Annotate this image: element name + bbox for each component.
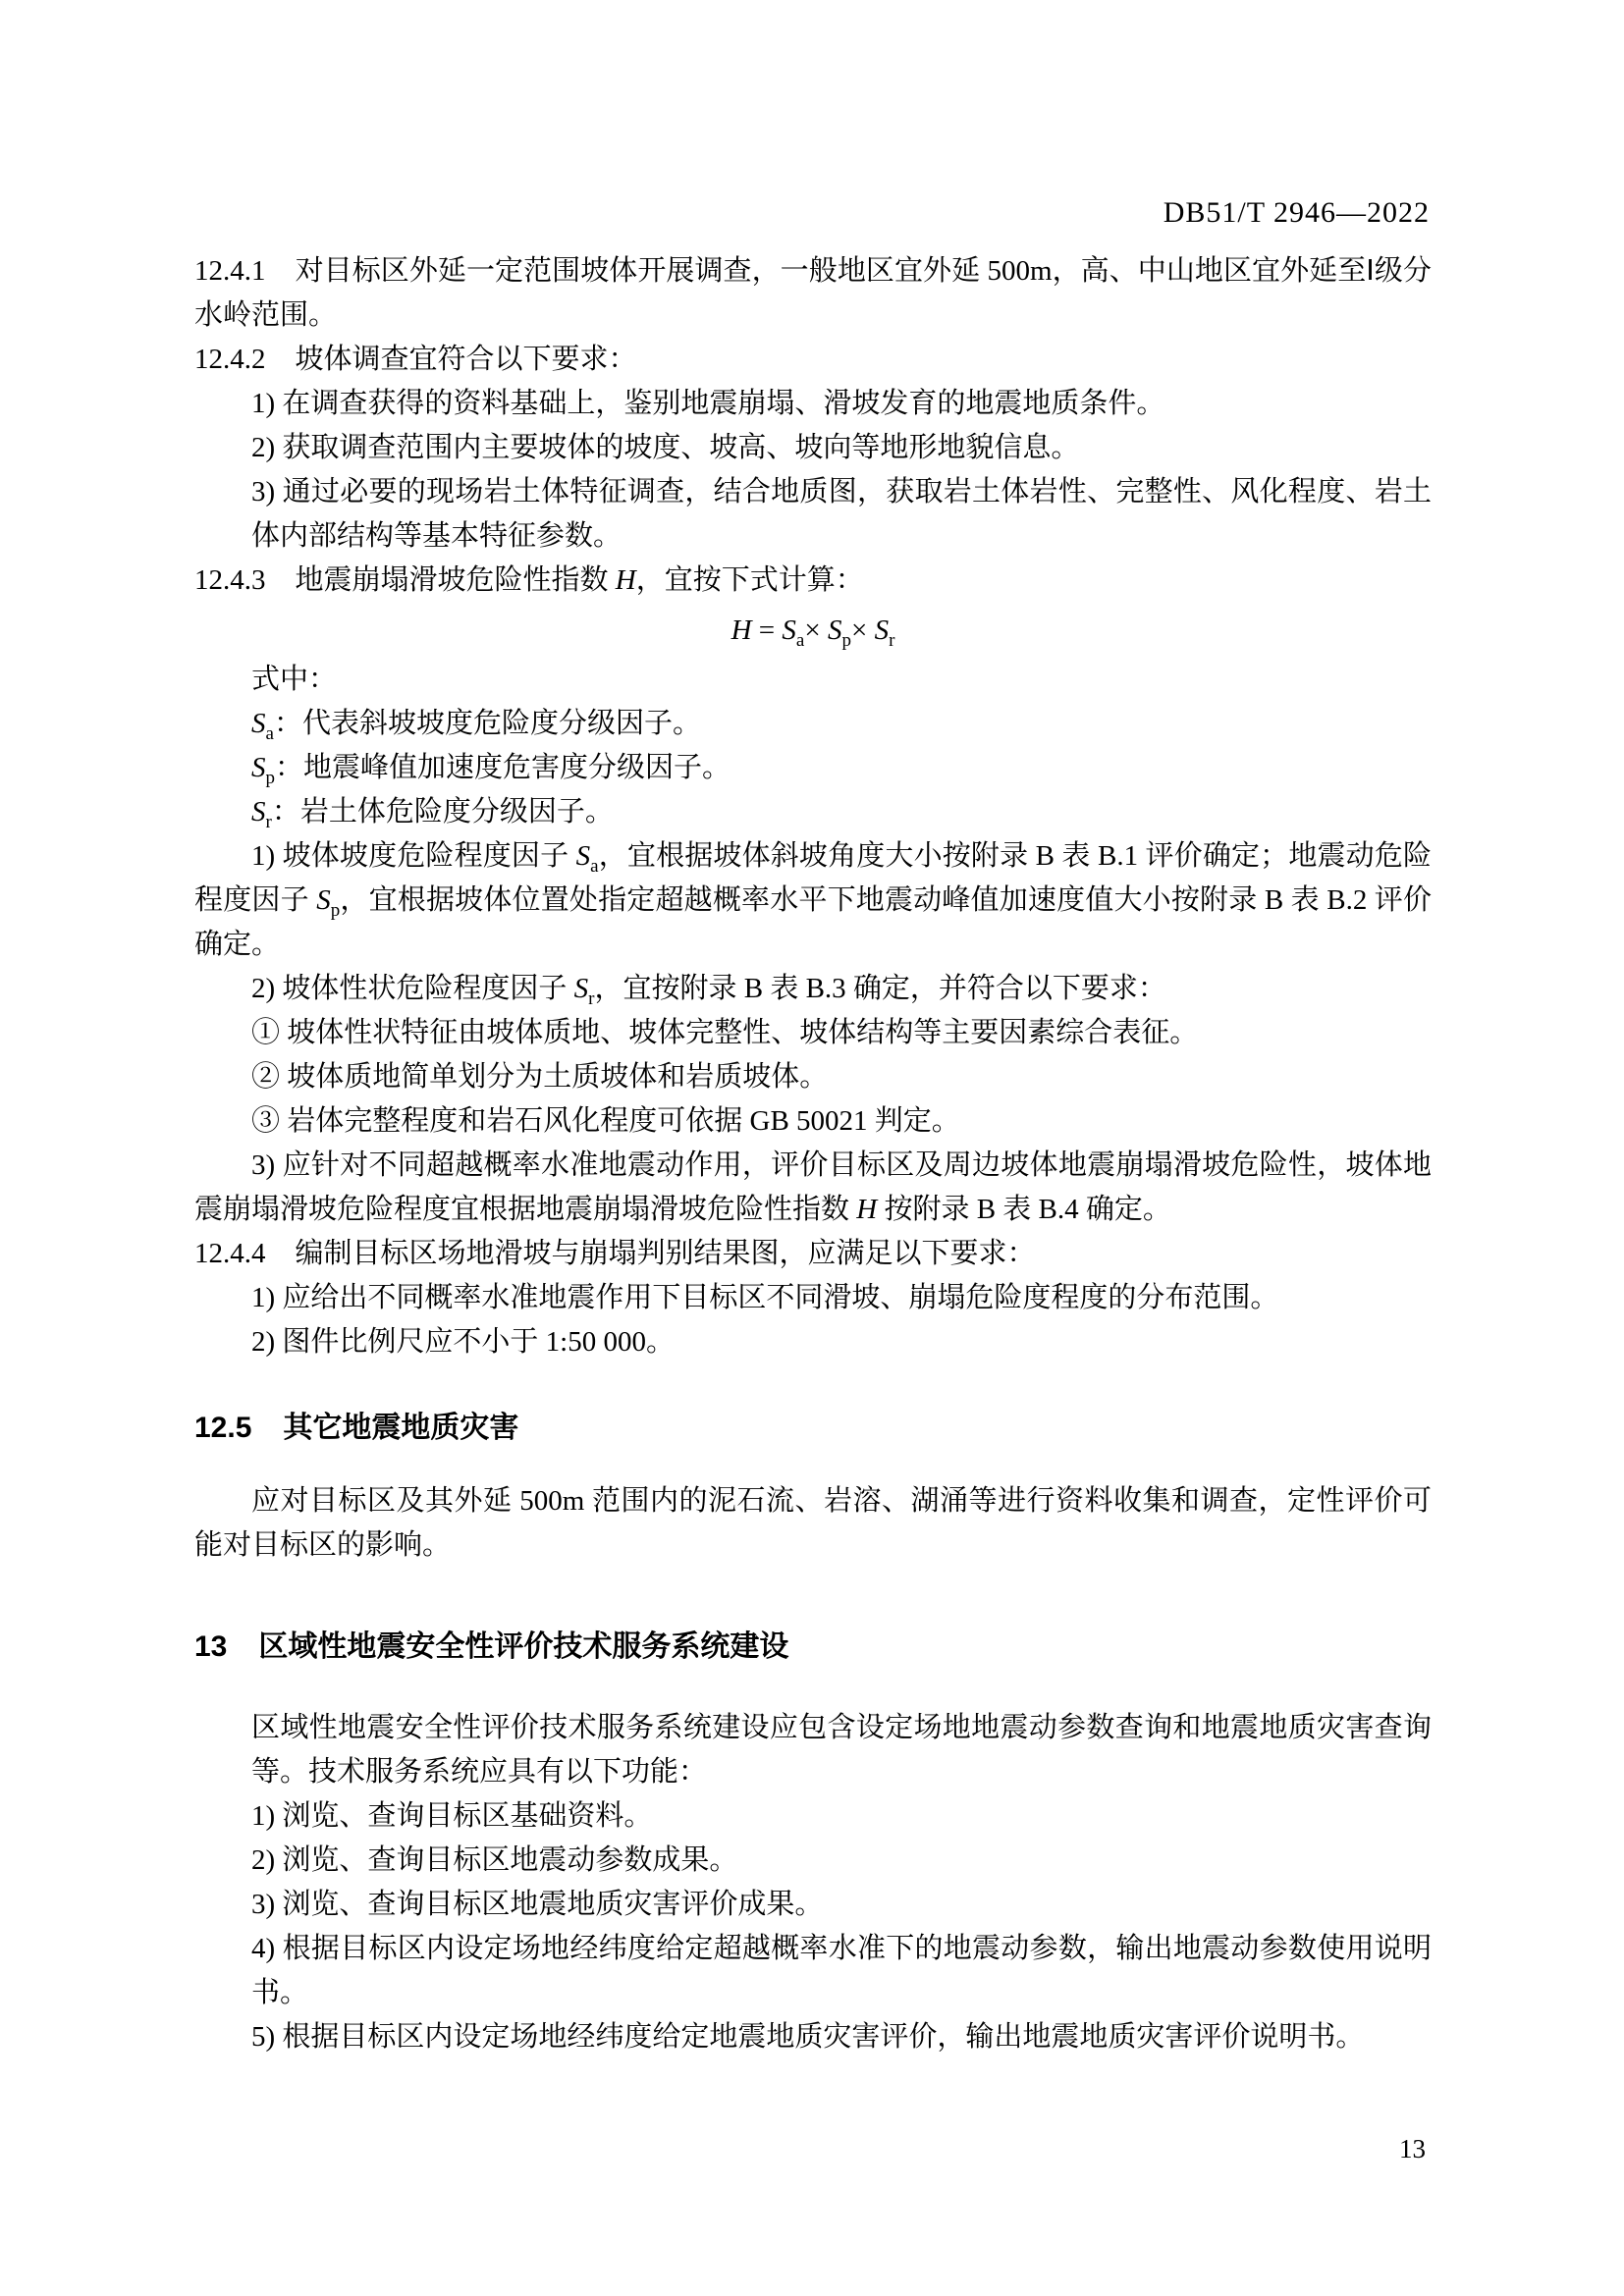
section-title: 区域性地震安全性评价技术服务系统建设 bbox=[258, 1630, 789, 1663]
math-subscript: a bbox=[795, 629, 805, 651]
doc-number: DB51/T 2946—2022 bbox=[1163, 196, 1430, 229]
formula bbox=[194, 605, 1432, 656]
math-subscript: r bbox=[265, 811, 272, 832]
clause-number: 12.4.2 bbox=[194, 344, 266, 375]
list-item: ① 坡体性状特征由坡体质地、坡体完整性、坡体结构等主要因素综合表征。 bbox=[251, 1017, 1199, 1048]
list-item-text: ，宜按附录 B 表 B.3 确定，并符合以下要求： bbox=[594, 973, 1166, 1004]
math-subscript: a bbox=[590, 855, 599, 877]
list-item: 2) 获取调查范围内主要坡体的坡度、坡高、坡向等地形地貌信息。 bbox=[251, 432, 1080, 463]
clause-text: 地震崩塌滑坡危险性指数 bbox=[295, 564, 616, 596]
math-variable: S bbox=[251, 708, 266, 739]
formula-operator: = bbox=[751, 614, 783, 646]
math-subscript: p bbox=[330, 899, 341, 921]
formula-operator: × bbox=[804, 614, 828, 646]
math-variable: S bbox=[874, 614, 890, 646]
definition-text: ：代表斜坡坡度危险度分级因子。 bbox=[273, 708, 701, 739]
math-variable: S bbox=[251, 752, 266, 783]
list-item-text: 3) 应针对不同超越概率水准地震动作用，评价目标区及周边坡体地震崩塌滑坡危险性，坡体地震崩塌滑坡危险程度宜根据地震崩塌滑坡危险性指数 bbox=[194, 1149, 1432, 1225]
math-subscript: p bbox=[265, 767, 275, 788]
list-item: 1) 浏览、查询目标区基础资料。 bbox=[251, 1800, 653, 1832]
clause-12-4-3 bbox=[194, 559, 1432, 603]
list-item-text: ，宜根据坡体斜坡角度大小按附录 B 表 B.1 评价确定；地震动危险程度因子 bbox=[194, 840, 1432, 916]
math-variable: H bbox=[856, 1194, 878, 1225]
math-variable: H bbox=[615, 564, 636, 596]
symbol-definition bbox=[194, 702, 1432, 746]
symbol-definition bbox=[194, 790, 1432, 834]
math-subscript: r bbox=[588, 988, 595, 1009]
clause-12-4-1 bbox=[194, 249, 1432, 338]
clause-text: 对目标区外延一定范围坡体开展调查，一般地区宜外延 500m，高、中山地区宜外延至Ⅰ级分水岭范围。 bbox=[194, 255, 1432, 331]
paragraph: 应对目标区及其外延 500m 范围内的泥石流、岩溶、湖涌等进行资料收集和调查，定性评价可能对目标区的影响。 bbox=[194, 1485, 1432, 1561]
list-item-text: ，宜根据坡体位置处指定超越概率水平下地震动峰值加速度值大小按附录 B 表 B.2 评价确定。 bbox=[194, 884, 1432, 960]
definition-text: ：岩土体危险度分级因子。 bbox=[271, 796, 614, 828]
list-item-text: 2) 坡体性状危险程度因子 bbox=[251, 973, 574, 1004]
math-variable: S bbox=[782, 614, 796, 646]
list-item: ③ 岩体完整程度和岩石风化程度可依据 GB 50021 判定。 bbox=[251, 1105, 960, 1137]
list-item-text: 按附录 B 表 B.4 确定。 bbox=[877, 1194, 1171, 1225]
clause-text: ，宜按下式计算： bbox=[635, 564, 864, 596]
clause-number: 12.4.3 bbox=[194, 564, 266, 596]
symbol-definition bbox=[194, 746, 1432, 790]
section-title: 其它地震地质灾害 bbox=[283, 1412, 519, 1444]
math-variable: S bbox=[827, 614, 842, 646]
math-variable: H bbox=[731, 614, 752, 646]
math-subscript: a bbox=[265, 722, 274, 744]
list-item: 4) 根据目标区内设定场地经纬度给定超越概率水准下的地震动参数，输出地震动参数使用说明书。 bbox=[251, 1933, 1432, 2008]
page-number: 13 bbox=[1399, 2134, 1426, 2163]
list-item: 2) 浏览、查询目标区地震动参数成果。 bbox=[251, 1844, 738, 1876]
list-item: 5) 根据目标区内设定场地经纬度给定地震地质灾害评价，输出地震地质灾害评价说明书。 bbox=[251, 2021, 1365, 2053]
list-item bbox=[194, 1144, 1432, 1232]
list-item-text: 1) 坡体坡度危险程度因子 bbox=[251, 840, 576, 872]
section-heading-12-5 bbox=[194, 1406, 1432, 1450]
list-item: 2) 图件比例尺应不小于 1:50 000。 bbox=[251, 1326, 675, 1358]
clause-text: 编制目标区场地滑坡与崩塌判别结果图，应满足以下要求： bbox=[295, 1238, 1036, 1269]
math-variable: S bbox=[573, 973, 589, 1004]
formula-operator: × bbox=[850, 614, 875, 646]
list-item bbox=[194, 834, 1432, 967]
list-item: ② 坡体质地简单划分为土质坡体和岩质坡体。 bbox=[251, 1061, 829, 1093]
clause-text: 坡体调查宜符合以下要求： bbox=[295, 344, 637, 375]
where-label: 式中： bbox=[251, 664, 338, 695]
clause-number: 12.4.1 bbox=[194, 255, 266, 287]
section-number: 12.5 bbox=[194, 1412, 252, 1444]
list-item: 3) 通过必要的现场岩土体特征调查，结合地质图，获取岩土体岩性、完整性、风化程度、岩土体内部结构等基本特征参数。 bbox=[251, 476, 1432, 552]
document-body bbox=[194, 249, 1432, 2059]
math-variable: S bbox=[316, 884, 331, 916]
list-item: 3) 浏览、查询目标区地震地质灾害评价成果。 bbox=[251, 1889, 824, 1920]
section-number: 13 bbox=[194, 1630, 228, 1663]
paragraph: 区域性地震安全性评价技术服务系统建设应包含设定场地地震动参数查询和地震地质灾害查询等。技术服务系统应具有以下功能： bbox=[251, 1712, 1432, 1788]
clause-number: 12.4.4 bbox=[194, 1238, 266, 1269]
clause-12-4-2 bbox=[194, 338, 1432, 382]
section-heading-13 bbox=[194, 1625, 1432, 1669]
math-subscript: r bbox=[889, 629, 895, 651]
math-subscript: p bbox=[841, 629, 851, 651]
list-item: 1) 在调查获得的资料基础上，鉴别地震崩塌、滑坡发育的地震地质条件。 bbox=[251, 388, 1165, 419]
clause-12-4-4 bbox=[194, 1232, 1432, 1276]
math-variable: S bbox=[251, 796, 266, 828]
definition-text: ：地震峰值加速度危害度分级因子。 bbox=[275, 752, 731, 783]
list-item: 1) 应给出不同概率水准地震作用下目标区不同滑坡、崩塌危险度程度的分布范围。 bbox=[251, 1282, 1279, 1313]
list-item bbox=[194, 967, 1432, 1011]
math-variable: S bbox=[575, 840, 591, 872]
